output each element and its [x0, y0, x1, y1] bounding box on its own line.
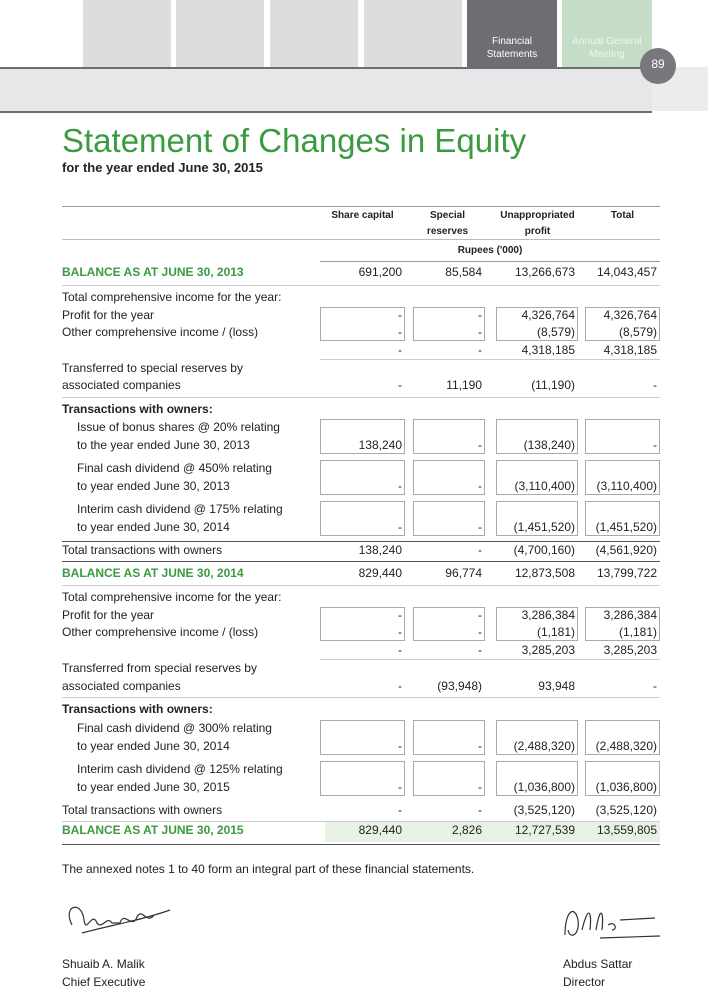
row-value: [496, 289, 578, 306]
row-value: [320, 419, 405, 436]
row-value: 4,326,764: [521, 308, 575, 322]
row-value: 11,190: [446, 378, 482, 392]
row-label: Final cash dividend @ 300% relating: [77, 721, 272, 735]
row-value: [496, 419, 578, 436]
row-value: 13,799,722: [596, 566, 657, 580]
table-row: [62, 478, 660, 495]
row-value: [496, 701, 578, 718]
row-label: to year ended June 30, 2013: [77, 479, 230, 493]
table-row: [62, 542, 660, 559]
row-value: [320, 289, 405, 306]
row-divider: [62, 285, 660, 286]
row-label: associated companies: [62, 679, 181, 693]
row-value: -: [653, 679, 657, 693]
page-subtitle: for the year ended June 30, 2015: [62, 160, 263, 175]
row-label: Total transactions with owners: [62, 543, 223, 557]
row-value: (8,579): [536, 325, 575, 339]
tab-blank[interactable]: [176, 0, 264, 67]
row-label: Profit for the year: [62, 308, 155, 322]
row-label: BALANCE AS AT JUNE 30, 2014: [62, 566, 244, 580]
row-label: BALANCE AS AT JUNE 30, 2013: [62, 265, 244, 279]
table-row: [62, 589, 660, 606]
row-value: (3,525,120): [595, 803, 657, 817]
tab-blank[interactable]: [364, 0, 462, 67]
row-value: [320, 589, 405, 606]
row-value: [496, 360, 578, 377]
table-row: [62, 761, 660, 778]
table-top-rule: [62, 206, 660, 207]
table-row: [62, 779, 660, 796]
row-label: Total comprehensive income for the year:: [62, 590, 282, 604]
row-value: -: [398, 308, 402, 322]
row-value: [413, 419, 485, 436]
row-label: Final cash dividend @ 450% relating: [77, 461, 272, 475]
row-value: -: [478, 520, 482, 534]
row-value: 829,440: [358, 566, 402, 580]
col-header-special-reserves: Special reserves: [426, 210, 469, 237]
row-value: (3,110,400): [596, 479, 657, 493]
row-label: Other comprehensive income / (loss): [62, 325, 259, 339]
row-value: -: [653, 438, 657, 452]
row-label: Issue of bonus shares @ 20% relating: [77, 420, 280, 434]
row-value: [496, 501, 578, 518]
header-rule: [62, 239, 660, 240]
row-value: -: [398, 325, 402, 339]
row-value: -: [398, 343, 402, 357]
table-row: [62, 401, 660, 418]
row-value: [496, 460, 578, 477]
row-value: 4,318,185: [521, 343, 575, 357]
row-value: (8,579): [618, 325, 657, 339]
signature-chief-executive: [62, 895, 172, 945]
row-value: -: [398, 378, 402, 392]
row-value: 3,286,384: [521, 608, 575, 622]
row-value: [413, 761, 485, 778]
table-row: [62, 460, 660, 477]
row-value: [413, 289, 485, 306]
row-value: [496, 720, 578, 737]
row-value: -: [398, 803, 402, 817]
row-value: (2,488,320): [513, 739, 575, 753]
row-value: 14,043,457: [596, 265, 657, 279]
row-value: -: [478, 479, 482, 493]
row-value: -: [478, 308, 482, 322]
table-row: [62, 660, 660, 677]
row-value: [496, 589, 578, 606]
row-value: [413, 501, 485, 518]
row-value: 96,774: [445, 566, 482, 580]
page-number: 89: [640, 48, 676, 84]
row-divider: [62, 585, 660, 586]
row-value: [413, 701, 485, 718]
row-value: -: [478, 643, 482, 657]
col-header-unappropriated-profit: Unappropriated profit: [500, 210, 575, 237]
table-row: [62, 802, 660, 819]
row-value: -: [398, 780, 402, 794]
header-band: [0, 67, 652, 113]
signatory-title: Director: [563, 975, 606, 989]
row-value: [413, 589, 485, 606]
table-row: [62, 607, 660, 624]
row-value: (1,181): [536, 625, 575, 639]
row-label: to year ended June 30, 2014: [77, 520, 230, 534]
row-value: (93,948): [437, 679, 482, 693]
table-row: [62, 289, 660, 306]
row-label: Other comprehensive income / (loss): [62, 625, 259, 639]
row-value: 85,584: [445, 265, 482, 279]
row-value: [496, 660, 578, 677]
row-value: [320, 460, 405, 477]
signatory-director: [563, 955, 632, 991]
row-value: [413, 720, 485, 737]
row-value: [496, 761, 578, 778]
row-label: Total transactions with owners: [62, 803, 223, 817]
row-value: [585, 701, 660, 718]
table-row: [62, 624, 660, 641]
row-divider: [62, 844, 660, 845]
table-row: [62, 377, 660, 394]
row-value: -: [398, 679, 402, 693]
row-value: [585, 720, 660, 737]
row-value: (2,488,320): [595, 739, 657, 753]
row-value: -: [478, 608, 482, 622]
col-header-total: Total: [610, 210, 635, 221]
signatory-chief-executive: [62, 955, 145, 991]
row-divider: [62, 397, 660, 398]
row-value: (1,036,800): [595, 780, 657, 794]
tab-financial-statements[interactable]: Financial Statements: [467, 0, 557, 67]
row-value: [496, 401, 578, 418]
row-value: -: [398, 625, 402, 639]
row-value: -: [653, 378, 657, 392]
table-row: [62, 324, 660, 341]
row-value: 691,200: [358, 265, 402, 279]
row-value: [320, 660, 405, 677]
tab-annual-general-meeting[interactable]: Annual General Meeting: [562, 0, 652, 67]
row-divider: [62, 561, 660, 562]
row-label: Profit for the year: [62, 608, 155, 622]
row-value: -: [398, 739, 402, 753]
row-value: -: [478, 438, 482, 452]
balance-row: [62, 264, 660, 281]
row-value: (4,700,160): [513, 543, 575, 557]
row-value: -: [398, 520, 402, 534]
table-row: [62, 678, 660, 695]
row-value: 12,873,508: [514, 566, 575, 580]
signatory-name: Abdus Sattar: [563, 957, 633, 971]
row-value: -: [478, 543, 482, 557]
row-value: [585, 460, 660, 477]
row-value: 3,285,203: [603, 643, 657, 657]
row-value: [413, 401, 485, 418]
row-value: [585, 419, 660, 436]
row-divider: [62, 697, 660, 698]
section-tabs: [0, 0, 708, 68]
row-label: Transactions with owners:: [62, 702, 213, 716]
row-value: [413, 660, 485, 677]
row-value: (1,036,800): [513, 780, 575, 794]
col-header-share-capital: Share capital: [331, 210, 394, 221]
units-label: Rupees ('000): [457, 245, 523, 256]
table-row: [62, 642, 660, 659]
row-value: [413, 460, 485, 477]
row-label: to the year ended June 30, 2013: [77, 438, 250, 452]
row-value: 4,326,764: [603, 308, 657, 322]
row-label: Transactions with owners:: [62, 402, 213, 416]
row-value: [320, 360, 405, 377]
row-label: Interim cash dividend @ 125% relating: [77, 762, 283, 776]
table-row: [62, 342, 660, 359]
row-value: -: [478, 625, 482, 639]
row-value: [585, 589, 660, 606]
footnote: The annexed notes 1 to 40 form an integral part of these financial statements.: [62, 862, 475, 876]
row-value: 3,285,203: [521, 643, 575, 657]
row-value: (11,190): [531, 378, 575, 392]
row-value: (4,561,920): [595, 543, 657, 557]
row-value: -: [478, 325, 482, 339]
row-value: 138,240: [358, 438, 402, 452]
table-row: [62, 419, 660, 436]
table-row: [62, 437, 660, 454]
row-value: [320, 401, 405, 418]
balance-row: [62, 822, 660, 839]
row-value: -: [478, 803, 482, 817]
row-value: [585, 401, 660, 418]
row-value: 3,286,384: [603, 608, 657, 622]
row-value: [585, 761, 660, 778]
row-value: [413, 360, 485, 377]
row-value: 13,266,673: [514, 265, 575, 279]
row-value: -: [478, 780, 482, 794]
table-row: [62, 701, 660, 718]
row-value: 13,559,805: [596, 823, 657, 837]
row-value: [585, 360, 660, 377]
row-value: 829,440: [358, 823, 402, 837]
row-value: (3,525,120): [513, 803, 575, 817]
row-value: (138,240): [523, 438, 575, 452]
tab-blank[interactable]: [83, 0, 171, 67]
row-value: [320, 761, 405, 778]
row-value: (1,181): [618, 625, 657, 639]
row-value: [585, 501, 660, 518]
row-value: [320, 701, 405, 718]
table-row: [62, 720, 660, 737]
row-value: (1,451,520): [513, 520, 575, 534]
row-value: -: [478, 739, 482, 753]
row-value: (3,110,400): [514, 479, 575, 493]
row-value: 4,318,185: [603, 343, 657, 357]
row-value: [585, 289, 660, 306]
row-label: to year ended June 30, 2014: [77, 739, 230, 753]
row-label: to year ended June 30, 2015: [77, 780, 230, 794]
row-label: Total comprehensive income for the year:: [62, 290, 282, 304]
row-value: -: [398, 643, 402, 657]
page-title: Statement of Changes in Equity: [62, 122, 527, 159]
table-row: [62, 501, 660, 518]
row-value: 93,948: [538, 679, 575, 693]
row-value: -: [398, 608, 402, 622]
row-value: (1,451,520): [595, 520, 657, 534]
row-label: Interim cash dividend @ 175% relating: [77, 502, 283, 516]
row-value: 2,826: [451, 823, 482, 837]
row-value: [320, 501, 405, 518]
row-value: [320, 720, 405, 737]
table-row: [62, 519, 660, 536]
signature-director: [560, 900, 665, 945]
balance-row: [62, 565, 660, 582]
row-label: Transferred to special reserves by: [62, 361, 243, 375]
row-value: 138,240: [358, 543, 402, 557]
table-row: [62, 360, 660, 377]
row-value: -: [398, 479, 402, 493]
tab-blank[interactable]: [270, 0, 358, 67]
row-label: associated companies: [62, 378, 181, 392]
units-rule: [320, 261, 660, 262]
table-row: [62, 307, 660, 324]
row-value: -: [478, 343, 482, 357]
signatory-title: Chief Executive: [62, 975, 146, 989]
signatory-name: Shuaib A. Malik: [62, 957, 145, 971]
table-row: [62, 738, 660, 755]
row-label: Transferred from special reserves by: [62, 661, 257, 675]
row-value: 12,727,539: [514, 823, 575, 837]
row-label: BALANCE AS AT JUNE 30, 2015: [62, 823, 244, 837]
row-value: [585, 660, 660, 677]
